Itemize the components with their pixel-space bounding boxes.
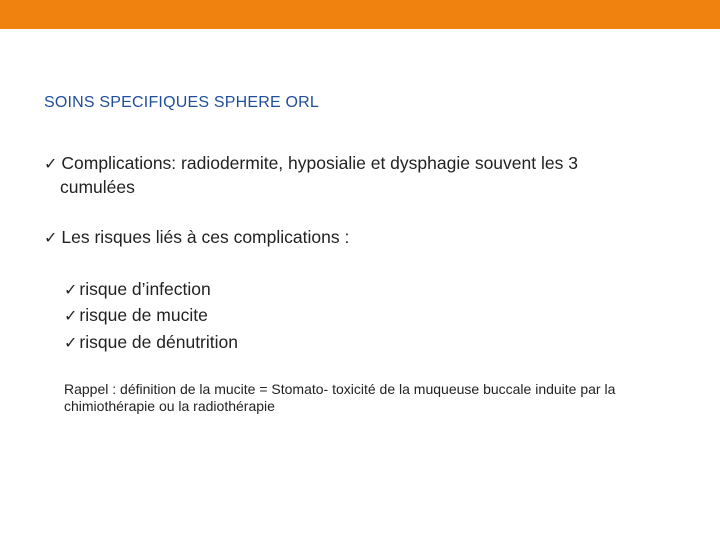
sub-bullet-mucite-text: risque de mucite (79, 305, 208, 325)
sub-bullet-denutrition-text: risque de dénutrition (79, 332, 238, 352)
bullet-complications-continuation: cumulées (60, 177, 135, 197)
sub-bullet-infection (64, 278, 211, 302)
bullet-risks (44, 226, 349, 250)
bullet-risks-text: Les risques liés à ces complications : (61, 227, 350, 247)
slide-title: SOINS SPECIFIQUES SPHERE ORL (44, 94, 319, 111)
checkmark-icon: ✓ (64, 282, 78, 299)
bullet-complications-text: Complications: radiodermite, hyposialie et dysphagie souvent les 3 (61, 153, 578, 173)
checkmark-icon: ✓ (64, 308, 78, 325)
note-rappel: Rappel : définition de la mucite = Stomato- toxicité de la muqueuse buccale induite par la chimiothérapie ou la radiothérapie (64, 381, 616, 414)
top-accent-bar (0, 0, 720, 29)
sub-bullet-mucite (64, 304, 208, 328)
checkmark-icon: ✓ (44, 230, 58, 247)
bullet-complications (44, 152, 684, 198)
sub-bullet-denutrition (64, 331, 238, 355)
sub-bullet-infection-text: risque d’infection (79, 279, 211, 299)
checkmark-icon: ✓ (64, 335, 78, 352)
checkmark-icon: ✓ (44, 156, 58, 173)
